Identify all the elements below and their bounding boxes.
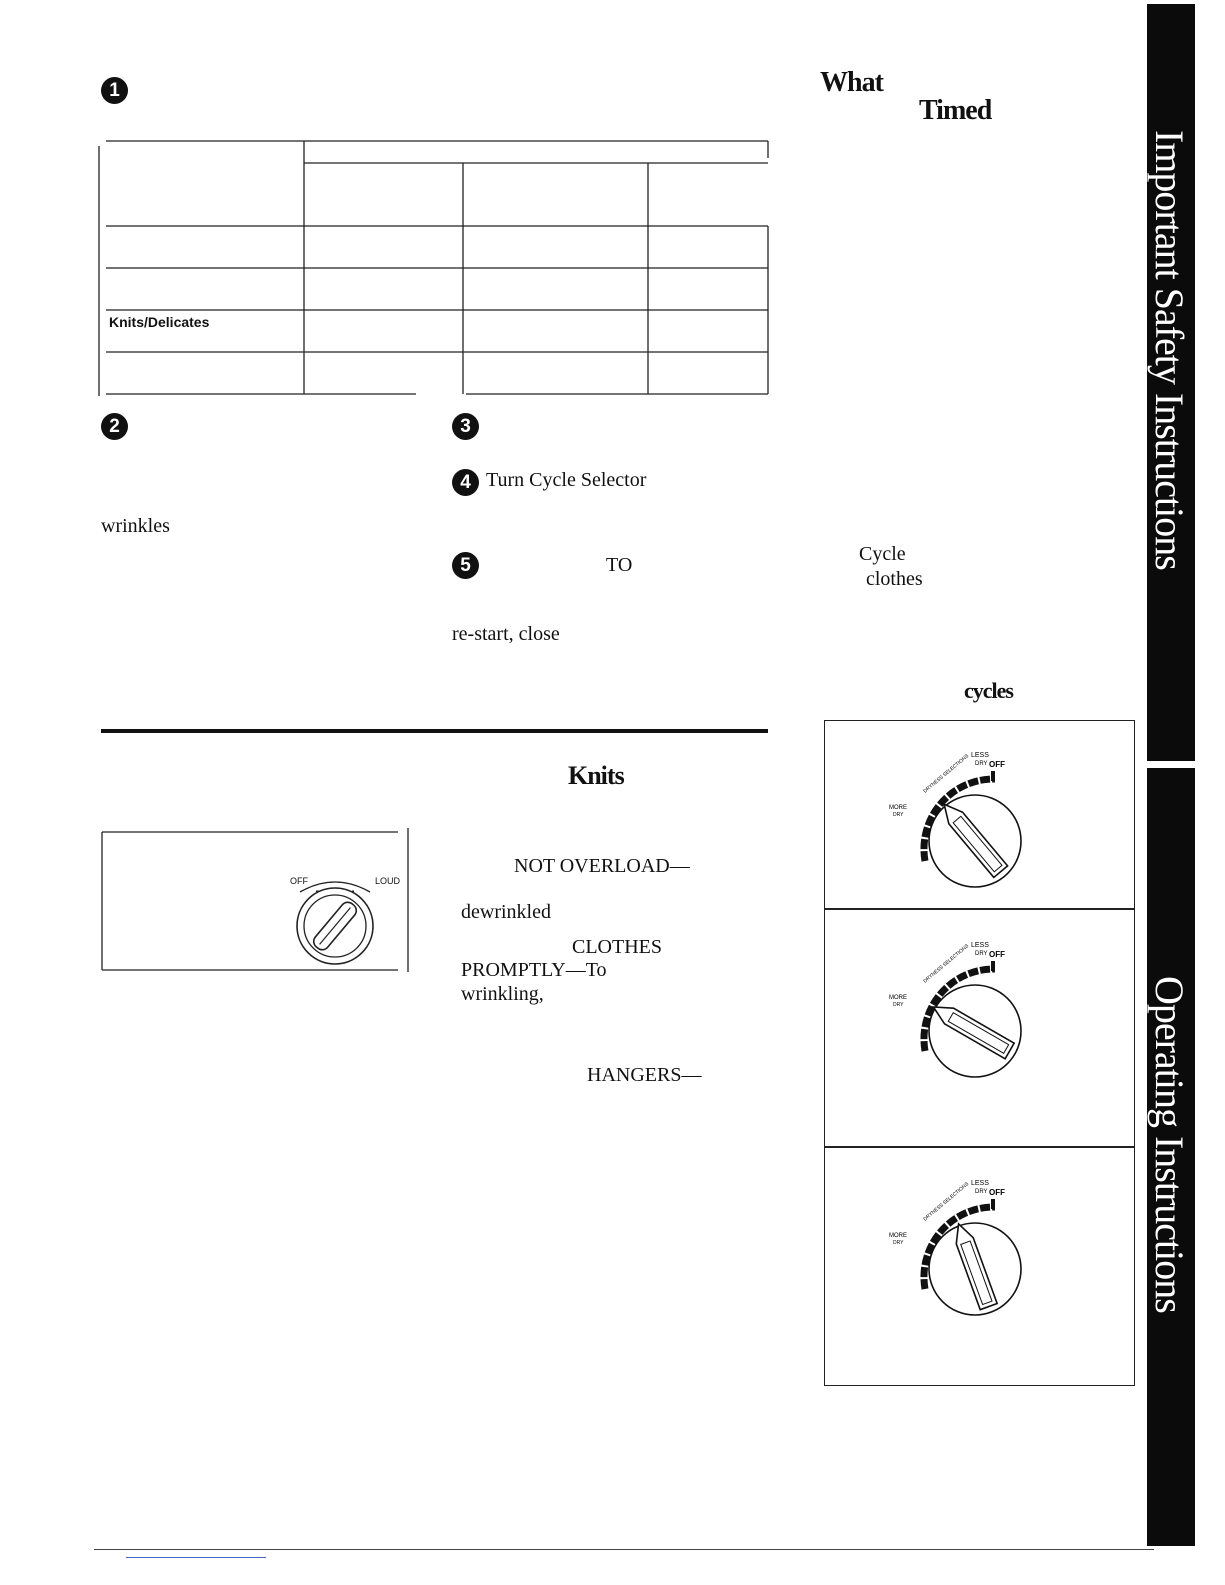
dial-label-dryness: DRYNESS SELECTIONS (922, 943, 971, 985)
dial-panel-2 (824, 908, 1135, 1148)
dial-label-dryness: DRYNESS SELECTIONS (922, 1181, 971, 1223)
table-row-label-knits-delicates: Knits/Delicates (109, 314, 210, 330)
dial-label-more: MORE (889, 995, 907, 1001)
dial-off-mark (991, 961, 995, 971)
tip-not-overload: NOT OVERLOAD— (514, 855, 690, 877)
right-cycles-heading: cycles (964, 678, 1013, 703)
dial-label-more: MORE (889, 805, 907, 811)
right-heading-line1: What (820, 67, 883, 98)
dial-label-more: MORE (889, 1233, 907, 1239)
cycle-dial-2 (885, 939, 1025, 1089)
step-number-5: 5 (452, 552, 479, 579)
knits-heading: Knits (568, 761, 624, 790)
tip-promptly: PROMPTLY—To (461, 959, 607, 981)
step-number-2: 2 (101, 413, 128, 440)
cycle-dial-1 (885, 749, 1025, 899)
step5-text: TO (606, 554, 633, 576)
dial-off-mark (991, 771, 995, 781)
cycle-dial-3 (885, 1177, 1025, 1327)
dial-label-less: LESS (971, 1180, 989, 1187)
signal-knob[interactable] (282, 876, 388, 968)
section-divider (101, 729, 768, 733)
tip-hangers: HANGERS— (587, 1064, 702, 1086)
tip-clothes: CLOTHES (572, 936, 662, 958)
dial-label-more-dry: DRY (893, 1240, 904, 1246)
cycle-table-grid (96, 138, 776, 400)
dial-label-less-dry: DRY (975, 951, 988, 957)
side-tab-operating-label: Operating Instructions (1147, 976, 1192, 1313)
dial-label-more-dry: DRY (893, 1002, 904, 1008)
signal-loud-label: LOUD (375, 876, 401, 886)
dial-panel-1 (824, 720, 1135, 910)
dial-label-dryness: DRYNESS SELECTIONS (922, 753, 971, 795)
right-cycle-text: Cycle (859, 543, 906, 565)
step-number-3: 3 (452, 413, 479, 440)
tip-wrinkling: wrinkling, (461, 983, 544, 1005)
dial-off-mark (991, 1199, 995, 1209)
signal-off-label: OFF (290, 876, 308, 886)
side-tab-safety-label: Important Safety Instructions (1147, 130, 1192, 570)
dial-label-off: OFF (989, 950, 1005, 959)
side-tab-operating (1147, 768, 1195, 1546)
step-number-1: 1 (101, 77, 128, 104)
footer-rule-accent (126, 1557, 266, 1558)
step4-text: Turn Cycle Selector (486, 469, 647, 491)
dial-label-less-dry: DRY (975, 1189, 988, 1195)
dial-label-off: OFF (989, 1188, 1005, 1197)
dial-label-off: OFF (989, 760, 1005, 769)
step5-text2: re-start, close (452, 623, 560, 645)
right-heading-line2: Timed (919, 95, 992, 126)
dial-label-less: LESS (971, 942, 989, 949)
side-tab-safety (1147, 4, 1195, 761)
footer-rule (94, 1549, 1154, 1550)
dial-label-less-dry: DRY (975, 761, 988, 767)
step-number-4: 4 (452, 469, 479, 496)
tip-dewrinkled: dewrinkled (461, 901, 551, 923)
dial-label-more-dry: DRY (893, 812, 904, 818)
dial-label-less: LESS (971, 752, 989, 759)
dial-panel-3 (824, 1146, 1135, 1386)
right-clothes-text: clothes (866, 568, 923, 590)
step2-text: wrinkles (101, 515, 170, 537)
